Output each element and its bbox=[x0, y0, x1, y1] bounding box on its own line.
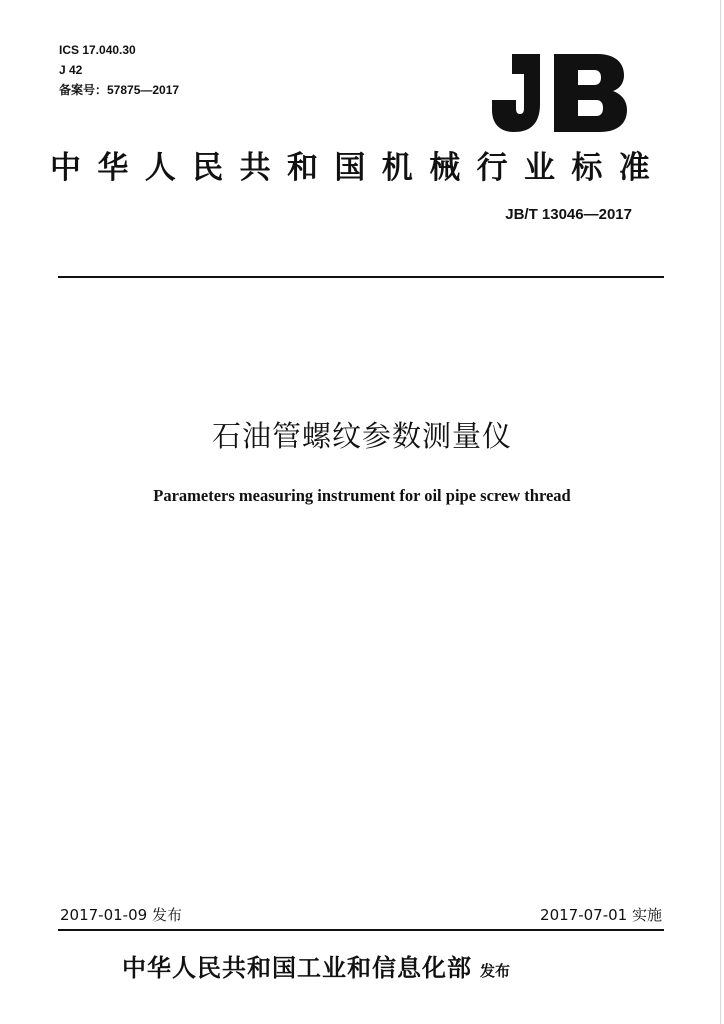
standard-number: JB/T 13046—2017 bbox=[505, 206, 632, 223]
issue-date: 2017-01-09 发布 bbox=[60, 906, 182, 924]
title-english: Parameters measuring instrument for oil pipe screw thread bbox=[153, 486, 571, 505]
organization-title: 中华人民共和国机械行业标准 bbox=[50, 150, 667, 186]
title-chinese: 石油管螺纹参数测量仪 bbox=[211, 419, 512, 453]
ics-code: ICS 17.040.30 bbox=[59, 43, 136, 57]
classification-code: J 42 bbox=[59, 63, 83, 77]
issuer-suffix: 发布 bbox=[480, 962, 511, 980]
implementation-date: 2017-07-01 实施 bbox=[540, 906, 662, 924]
top-divider bbox=[58, 276, 664, 278]
jb-logo bbox=[490, 52, 630, 134]
issuer-name: 中华人民共和国工业和信息化部 bbox=[122, 954, 472, 982]
issuer bbox=[122, 952, 510, 987]
bottom-divider bbox=[58, 929, 664, 931]
record-number: 备案号：57875—2017 bbox=[59, 83, 180, 97]
page-edge bbox=[720, 0, 721, 1024]
